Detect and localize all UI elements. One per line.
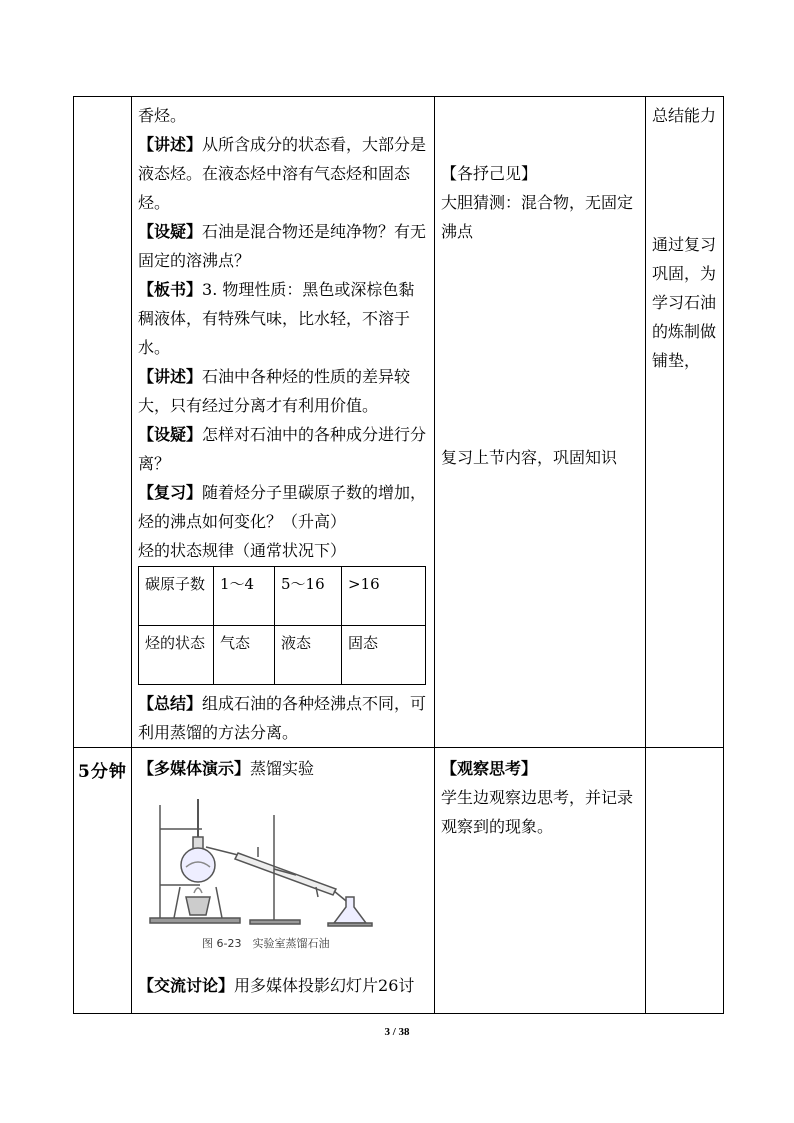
teacher-line: 【板书】3. 物理性质：黑色或深棕色黏稠液体，有特殊气味，比水轻，不溶于水。 — [138, 280, 415, 357]
lesson-plan-table — [73, 96, 724, 1014]
discussion-line: 【交流讨论】用多媒体投影幻灯片26讨 — [138, 976, 415, 995]
student-tag: 【观察思考】 — [441, 759, 538, 778]
summary-line: 【总结】组成石油的各种烃沸点不同，可利用蒸馏的方法分离。 — [138, 694, 427, 742]
distillation-apparatus-figure — [146, 797, 378, 937]
table-cell: 碳原子数 — [139, 567, 214, 626]
table-cell: 5～16 — [275, 567, 342, 626]
hydrocarbon-state-table — [138, 566, 426, 685]
teacher-line: 【讲述】从所含成分的状态看，大部分是液态烃。在液态烃中溶有气态烃和固态烃。 — [138, 135, 427, 212]
time-cell — [74, 97, 132, 748]
teacher-line: 香烃。 — [138, 106, 187, 125]
teacher-line: 【设疑】石油是混合物还是纯净物？有无固定的溶沸点？ — [138, 222, 427, 270]
demo-line: 【多媒体演示】蒸馏实验 — [138, 759, 315, 778]
table-row — [139, 567, 426, 626]
table-cell: 气态 — [214, 626, 275, 685]
page-number: 3 / 38 — [384, 1026, 410, 1038]
intent-cell — [646, 97, 724, 748]
teacher-line: 【讲述】石油中各种烃的性质的差异较大，只有经过分离才有利用价值。 — [138, 367, 411, 415]
intent-cell — [646, 748, 724, 1014]
student-activity-cell — [435, 748, 646, 1014]
student-tag: 【各抒己见】 — [441, 164, 538, 183]
student-text: 大胆猜测：混合物，无固定沸点 — [441, 193, 634, 241]
student-activity-cell — [435, 97, 646, 748]
teacher-line: 【设疑】怎样对石油中的各种成分进行分离？ — [138, 425, 427, 473]
student-text: 复习上节内容，巩固知识 — [441, 448, 618, 467]
figure-caption: 图 6-23 实验室蒸馏石油 — [202, 937, 330, 950]
intent-text: 总结能力 — [652, 106, 717, 125]
table-cell: >16 — [342, 567, 426, 626]
teacher-line: 【复习】随着烃分子里碳原子数的增加，烃的沸点如何变化？（升高） — [138, 483, 427, 531]
state-rule-caption: 烃的状态规律（通常状况下） — [138, 541, 347, 560]
table-cell: 固态 — [342, 626, 426, 685]
table-cell: 液态 — [275, 626, 342, 685]
teacher-activity-cell — [132, 748, 435, 1014]
student-text: 学生边观察边思考，并记录观察到的现象。 — [441, 788, 634, 836]
table-row — [74, 97, 724, 748]
table-cell: 烃的状态 — [139, 626, 214, 685]
teacher-activity-cell — [132, 97, 435, 748]
table-row — [139, 626, 426, 685]
table-cell: 1～4 — [214, 567, 275, 626]
intent-text: 通过复习巩固，为学习石油的炼制做铺垫， — [652, 235, 717, 370]
table-row — [74, 748, 724, 1014]
time-cell: 5分钟 — [74, 748, 132, 1014]
